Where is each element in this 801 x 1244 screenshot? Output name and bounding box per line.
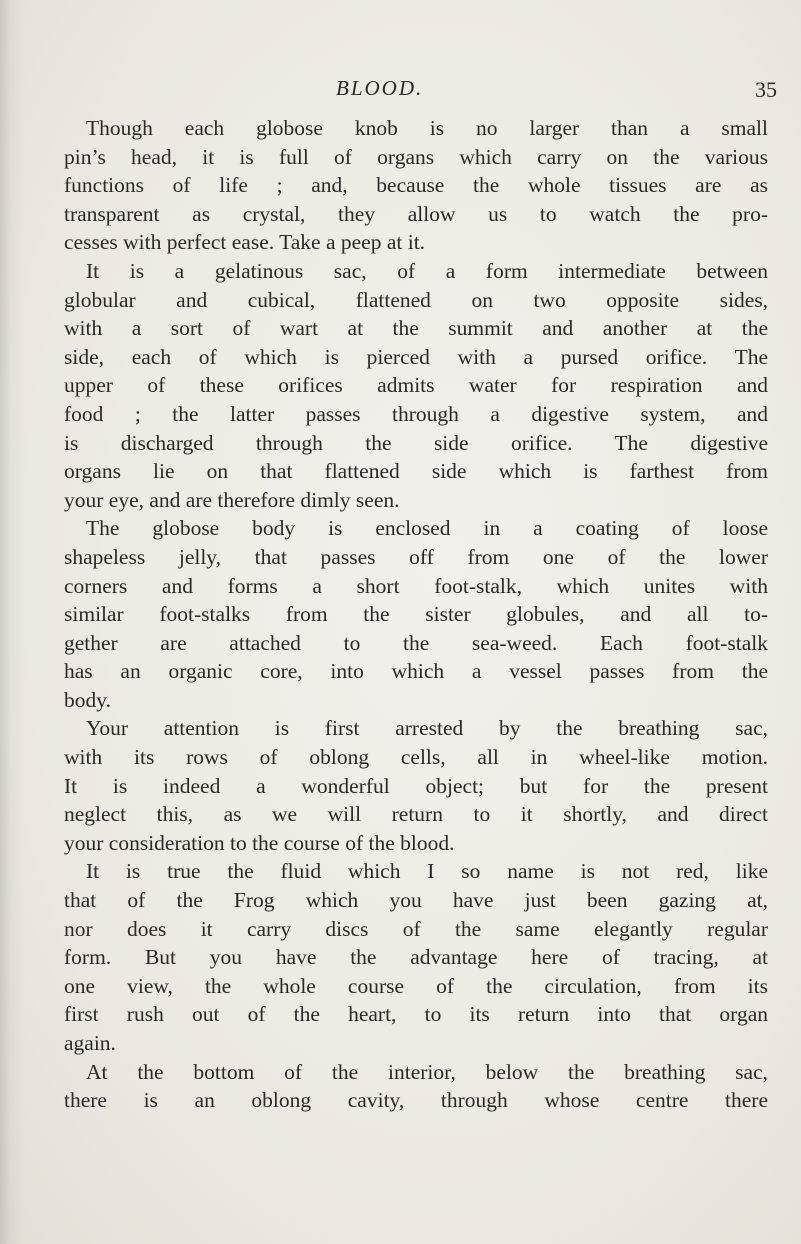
text-line: upper of these orifices admits water for respiration and [64, 373, 768, 398]
text-line: gether are attached to the sea-weed. Each foot-stalk [64, 630, 768, 655]
text-line: has an organic core, into which a vessel passes from the [64, 659, 768, 684]
text-line: body. [64, 687, 111, 712]
text-line: there is an oblong cavity, through whose centre there [64, 1088, 768, 1113]
text-line: one view, the whole course of the circulation, from its [64, 973, 768, 998]
text-line: with a sort of wart at the summit and another at the [64, 316, 768, 341]
text-line: pin’s head, it is full of organs which carry on the various [64, 144, 768, 169]
text-line: It is true the fluid which I so name is not red, like [86, 859, 768, 884]
text-line: similar foot-stalks from the sister globules, and all to- [64, 602, 768, 627]
text-line: globular and cubical, flattened on two opposite sides, [64, 287, 768, 312]
text-line: It is indeed a wonderful object; but for the present [64, 773, 768, 798]
text-line: with its rows of oblong cells, all in wheel-like motion. [64, 745, 768, 770]
text-line: functions of life ; and, because the whole tissues are as [64, 173, 768, 198]
text-line: that of the Frog which you have just been gazing at, [64, 888, 768, 913]
text-line: Your attention is first arrested by the breathing sac, [86, 716, 768, 741]
body-text [64, 114, 768, 1115]
text-line: food ; the latter passes through a digestive system, and [64, 401, 768, 426]
text-line: shapeless jelly, that passes off from one of the lower [64, 544, 768, 569]
text-line: form. But you have the advantage here of tracing, at [64, 945, 768, 970]
text-line: Though each globose knob is no larger than a small [86, 116, 768, 140]
text-line: again. [64, 1031, 116, 1055]
text-line: your eye, and are therefore dimly seen. [64, 487, 400, 512]
running-head: BLOOD. [336, 76, 424, 100]
page-header [0, 76, 801, 106]
text-line: It is a gelatinous sac, of a form intermediate between [86, 258, 768, 283]
text-line: corners and forms a short foot-stalk, which unites with [64, 573, 768, 598]
text-line: The globose body is enclosed in a coating of loose [86, 516, 768, 541]
text-line: side, each of which is pierced with a pursed orifice. The [64, 344, 768, 369]
page-number: 35 [755, 77, 777, 102]
text-line: your consideration to the course of the blood. [64, 830, 455, 855]
text-line: neglect this, as we will return to it shortly, and direct [64, 802, 768, 827]
text-line: nor does it carry discs of the same elegantly regular [64, 916, 768, 941]
text-line: transparent as crystal, they allow us to watch the pro- [64, 201, 768, 226]
text-line: At the bottom of the interior, below the breathing sac, [86, 1059, 768, 1084]
text-line: cesses with perfect ease. Take a peep at it. [64, 230, 426, 255]
text-line: is discharged through the side orifice. The digestive [64, 430, 768, 455]
text-line: first rush out of the heart, to its return into that organ [64, 1002, 768, 1027]
text-line: organs lie on that flattened side which is farthest from [64, 459, 768, 484]
